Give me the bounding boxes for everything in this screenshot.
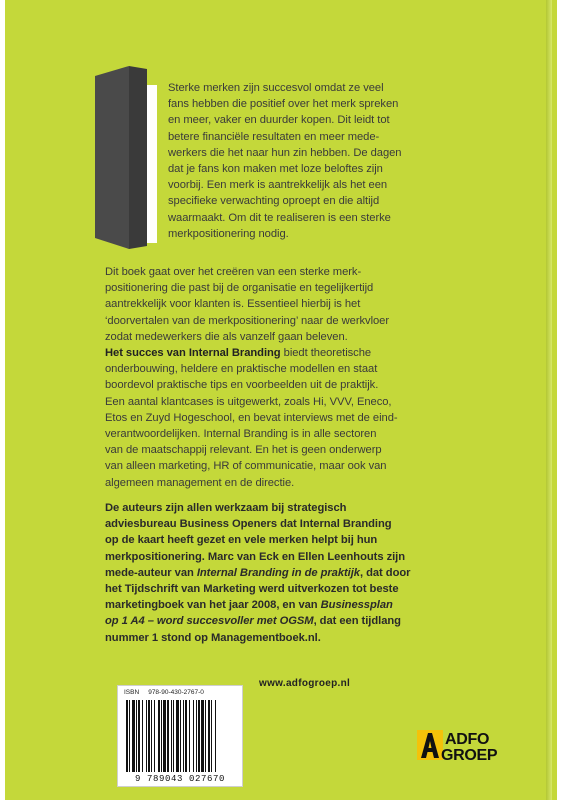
text-fragment: , dat een tijdlang (313, 615, 401, 628)
text-line: positionering die past bij de organisatie en tegelijkertijd (105, 282, 374, 295)
text-line: specifieke verwachting oproept en die altijd (168, 195, 380, 208)
text-line: adviesbureau Business Openers dat Internal Branding (105, 518, 392, 531)
text-line: van de maatschappij relevant. En het is geen onderwerp (105, 444, 382, 457)
barcode-bar (142, 700, 143, 772)
isbn-prefix: ISBN (124, 689, 140, 696)
isbn-label (124, 689, 204, 696)
barcode-bar (146, 700, 147, 772)
barcode-bar (158, 700, 160, 772)
text-line: merkpositionering nodig. (168, 227, 289, 240)
barcode-bar (211, 700, 212, 772)
text-line: op de kaart heeft gezet en vele merken helpt bij hun (105, 534, 378, 547)
logo-line1: ADFO (445, 731, 490, 748)
text-line: voorbij. Een merk is aantrekkelijk als het een (168, 179, 388, 192)
barcode-bar (185, 700, 187, 772)
text-line (105, 345, 520, 361)
book-reference: Businessplan (320, 599, 393, 612)
barcode-bar (205, 700, 206, 772)
barcode-bar (126, 700, 128, 772)
text-line: fans hebben die positief over het merk spreken (168, 98, 399, 111)
barcode-bar (180, 700, 181, 772)
barcode-bar (136, 700, 137, 772)
isbn-number: 978-90-430-2767-0 (148, 689, 204, 696)
text-line: Etos en Zuyd Hogeschool, en bevat interviews met de eind- (105, 411, 398, 424)
barcode-bar (193, 700, 194, 772)
barcode-bar (129, 700, 130, 772)
description-paragraph (105, 264, 520, 491)
intro-paragraph (168, 80, 516, 242)
barcode-bar (138, 700, 140, 772)
text-line: en meer, vaker en duurder kopen. Dit leidt tot (168, 114, 390, 127)
barcode-bar (167, 700, 169, 772)
text-line: aantrekkelijk voor klanten is. Essentieel hierbij is het (105, 298, 361, 311)
book-title: Het succes van Internal Branding (105, 347, 281, 360)
text-fragment: mede-auteur van (105, 566, 197, 579)
barcode-bar (198, 700, 200, 772)
text-line: boordevol praktische tips en voorbeelden uit de praktijk. (105, 379, 379, 392)
text-line: De auteurs zijn allen werkzaam bij strategisch (105, 502, 347, 514)
door-icon (95, 66, 153, 249)
barcode-bar (173, 700, 174, 772)
text-line: merkpositionering. Marc van Eck en Ellen Leenhouts zijn (105, 550, 406, 563)
text-line (105, 597, 520, 613)
text-line: betere financiële resultaten en meer mede- (168, 130, 380, 143)
barcode-bar (161, 700, 162, 772)
text-line: verantwoordelijken. Internal Branding is in alle sectoren (105, 428, 377, 441)
barcode-bar (196, 700, 197, 772)
barcode-number: 9 789043 027670 (134, 774, 225, 784)
book-reference: op 1 A4 – word succesvoller met OGSM (105, 615, 314, 628)
text-fragment: marketingboek van het jaar 2008, en van (105, 599, 321, 612)
logo-a-icon (417, 730, 443, 760)
text-line: ‘doorvertalen van de merkpositionering’ naar de werkvloer (105, 314, 390, 327)
spine-edge (546, 0, 552, 800)
barcode-bar (215, 700, 216, 772)
text-line (105, 613, 520, 629)
adfo-logo (417, 730, 552, 780)
logo-line2: GROEP (441, 747, 498, 764)
text-line: werkers die het naar hun zin hebben. De dagen (168, 146, 402, 159)
text-line: algemeen management en de directie. (105, 476, 295, 489)
book-reference: Internal Branding in de praktijk (196, 566, 360, 579)
text-line: Sterke merken zijn succesvol omdat ze veel (168, 82, 384, 94)
text-fragment: biedt theoretische (280, 347, 372, 360)
barcode-bar (183, 700, 184, 772)
authors-paragraph (105, 500, 520, 646)
logo-a-mark (417, 730, 443, 760)
text-line: Dit boek gaat over het creëren van een sterke merk- (105, 266, 362, 278)
barcode-bar (132, 700, 135, 772)
barcode-bar (201, 700, 204, 772)
barcode-bar (189, 700, 190, 772)
text-line: nummer 1 stond op Managementboek.nl. (105, 631, 321, 644)
text-line (105, 565, 520, 581)
barcode (126, 700, 238, 772)
barcode-bar (148, 700, 150, 772)
text-line: het Tijdschrift van Marketing werd uitverkozen tot beste (105, 583, 399, 596)
text-line: onderbouwing, heldere en praktische modellen en staat (105, 363, 378, 376)
text-line: waarmaakt. Om dit te realiseren is een sterke (168, 211, 391, 224)
publisher-website: www.adfogroep.nl (259, 678, 351, 689)
text-line: Een aantal klantcases is uitgewerkt, zoals Hi, VVV, Eneco, (105, 395, 392, 408)
barcode-bar (154, 700, 155, 772)
barcode-bar (208, 700, 210, 772)
text-line: van alleen marketing, HR of communicatie, maar ook van (105, 460, 387, 473)
barcode-bar (151, 700, 152, 772)
text-line: dat je fans kon maken met loze beloftes zijn (168, 163, 383, 176)
barcode-bar (163, 700, 166, 772)
barcode-bar (171, 700, 172, 772)
text-line: zodat medewerkers die als vanzelf gaan beleven. (105, 330, 348, 343)
barcode-bar (176, 700, 179, 772)
text-fragment: , dat door (359, 566, 411, 579)
